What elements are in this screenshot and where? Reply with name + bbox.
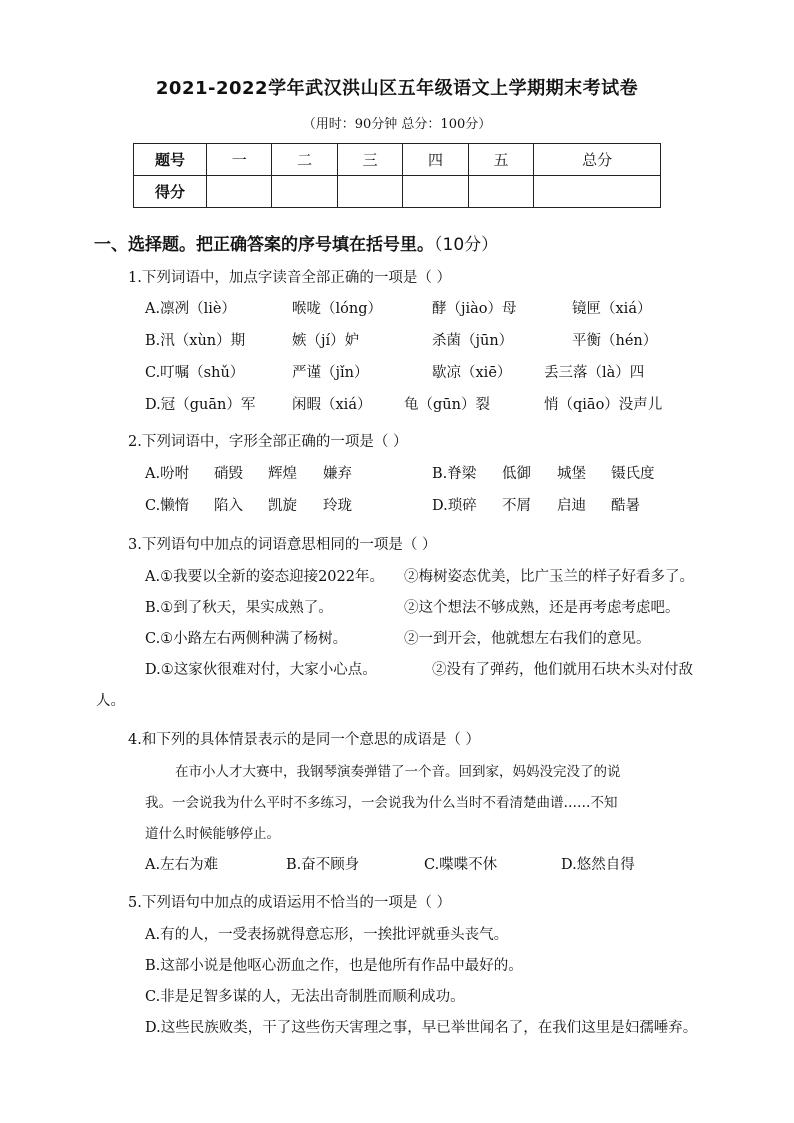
q1-b-1: B.汛（xùn）期	[145, 333, 246, 349]
q2-b-3: 城堡	[557, 466, 586, 482]
q5-option-d: D.这些民族败类，干了这些伤天害理之事，早已举世闻名了，在我们这里是妇孺唾弃。	[145, 1020, 698, 1036]
q2-a-2: 硝毁	[214, 466, 243, 482]
q1-a-2: 喉咙（lóng）	[292, 301, 382, 317]
q1-c-2: 严谨（jǐn）	[292, 365, 369, 381]
q4-passage-line-3: 道什么时候能够停止。	[145, 826, 280, 842]
q2-d-3: 启迪	[557, 498, 586, 514]
q1-a-1: A.凛冽（liè）	[145, 301, 236, 317]
score-cell-3: 三	[337, 144, 402, 176]
q3-a-1: A.①我要以全新的姿态迎接2022年。	[145, 569, 384, 585]
q5-option-c: C.非是足智多谋的人，无法出奇制胜而顺利成功。	[145, 989, 465, 1005]
q3-c-1: C.①小路左右两侧种满了杨树。	[145, 631, 348, 647]
score-input-total[interactable]	[534, 176, 661, 208]
q4-passage-line-1: 在市小人才大赛中，我钢琴演奏弹错了一个音。回到家，妈妈没完没了的说	[175, 764, 621, 780]
q3-b-1: B.①到了秋天，果实成熟了。	[145, 600, 333, 616]
q1-d-4: 悄（qiāo）没声儿	[544, 397, 663, 413]
score-cell-5: 五	[468, 144, 533, 176]
q1-a-4: 镜匣（xiá）	[572, 301, 652, 317]
q1-b-3: 杀菌（jūn）	[432, 333, 514, 349]
score-table-score-row	[134, 176, 661, 208]
q4-passage-line-2: 我。一会说我为什么平时不多练习，一会说我为什么当时不看清楚曲谱……不知	[145, 795, 618, 811]
q1-b-2: 嫉（jí）妒	[292, 333, 360, 349]
q4-option-d: D.悠然自得	[561, 857, 635, 873]
q3-b-2: ②这个想法不够成熟，还是再考虑考虑吧。	[404, 600, 680, 616]
q4-option-c: C.喋喋不休	[424, 857, 498, 873]
q1-c-4: 丢三落（là）四	[544, 365, 645, 381]
q2-a-4: 嫌弃	[323, 466, 352, 482]
q1-a-3: 酵（jiào）母	[432, 301, 517, 317]
q1-d-3: 龟（gūn）裂	[404, 397, 490, 413]
q2-a-1: A.吩咐	[145, 466, 190, 482]
score-cell-label: 题号	[134, 144, 207, 176]
section-1-heading	[94, 230, 498, 255]
q1-d-2: 闲暇（xiá）	[292, 397, 372, 413]
q4-option-a: A.左右为难	[145, 857, 219, 873]
score-cell-total: 总分	[534, 144, 661, 176]
q2-d-1: D.琐碎	[432, 498, 477, 514]
score-cell-1: 一	[207, 144, 272, 176]
q5-option-a: A.有的人，一受表扬就得意忘形，一挨批评就垂头丧气。	[145, 927, 509, 943]
q3-d-1: D.①这家伙很难对付，大家小心点。	[145, 662, 377, 678]
q3-stem: 3.下列语句中加点的词语意思相同的一项是（ ）	[128, 537, 437, 553]
q3-a-2: ②梅树姿态优美，比广玉兰的样子好看多了。	[404, 569, 694, 585]
q2-c-4: 玲珑	[323, 498, 352, 514]
q2-c-3: 凯旋	[268, 498, 297, 514]
score-table-header-row	[134, 144, 661, 176]
q5-option-b: B.这部小说是他呕心沥血之作，也是他所有作品中最好的。	[145, 958, 523, 974]
q4-stem: 4.和下列的具体情景表示的是同一个意思的成语是（ ）	[128, 732, 480, 748]
score-cell-2: 二	[272, 144, 337, 176]
score-table	[133, 143, 661, 208]
q1-c-1: C.叮嘱（shǔ）	[145, 365, 245, 381]
q2-b-4: 镊氏度	[611, 466, 655, 482]
q2-stem: 2.下列词语中，字形全部正确的一项是（ ）	[128, 434, 408, 450]
q3-d-2: ②没有了弹药，他们就用石块木头对付敌	[432, 662, 693, 678]
score-input-4[interactable]	[403, 176, 468, 208]
q2-d-4: 酷暑	[611, 498, 640, 514]
q3-c-2: ②一到开会，他就想左右我们的意见。	[404, 631, 651, 647]
q2-c-2: 陷入	[214, 498, 243, 514]
q2-b-1: B.脊梁	[432, 466, 477, 482]
exam-subtitle: （用时：90分钟 总分：100分）	[302, 117, 492, 132]
q5-stem: 5.下列语句中加点的成语运用不恰当的一项是（ ）	[128, 895, 451, 911]
q3-continuation: 人。	[96, 693, 125, 709]
score-row-label: 得分	[134, 176, 207, 208]
q1-d-1: D.冠（guān）军	[145, 397, 256, 413]
q4-option-b: B.奋不顾身	[286, 857, 360, 873]
section-1-title: 一、选择题。把正确答案的序号填在括号里。	[94, 235, 434, 255]
q2-a-3: 辉煌	[268, 466, 297, 482]
exam-title: 2021-2022学年武汉洪山区五年级语文上学期期末考试卷	[155, 78, 639, 99]
score-input-5[interactable]	[468, 176, 533, 208]
q2-b-2: 低御	[502, 466, 531, 482]
score-input-2[interactable]	[272, 176, 337, 208]
q1-c-3: 歇凉（xiē）	[432, 365, 512, 381]
score-cell-4: 四	[403, 144, 468, 176]
q1-b-4: 平衡（hén）	[572, 333, 658, 349]
score-input-3[interactable]	[337, 176, 402, 208]
q2-d-2: 不屑	[502, 498, 531, 514]
section-1-points: （10分）	[434, 235, 499, 255]
q2-c-1: C.懒惰	[145, 498, 190, 514]
score-input-1[interactable]	[207, 176, 272, 208]
q1-stem: 1.下列词语中，加点字读音全部正确的一项是（ ）	[128, 270, 451, 286]
